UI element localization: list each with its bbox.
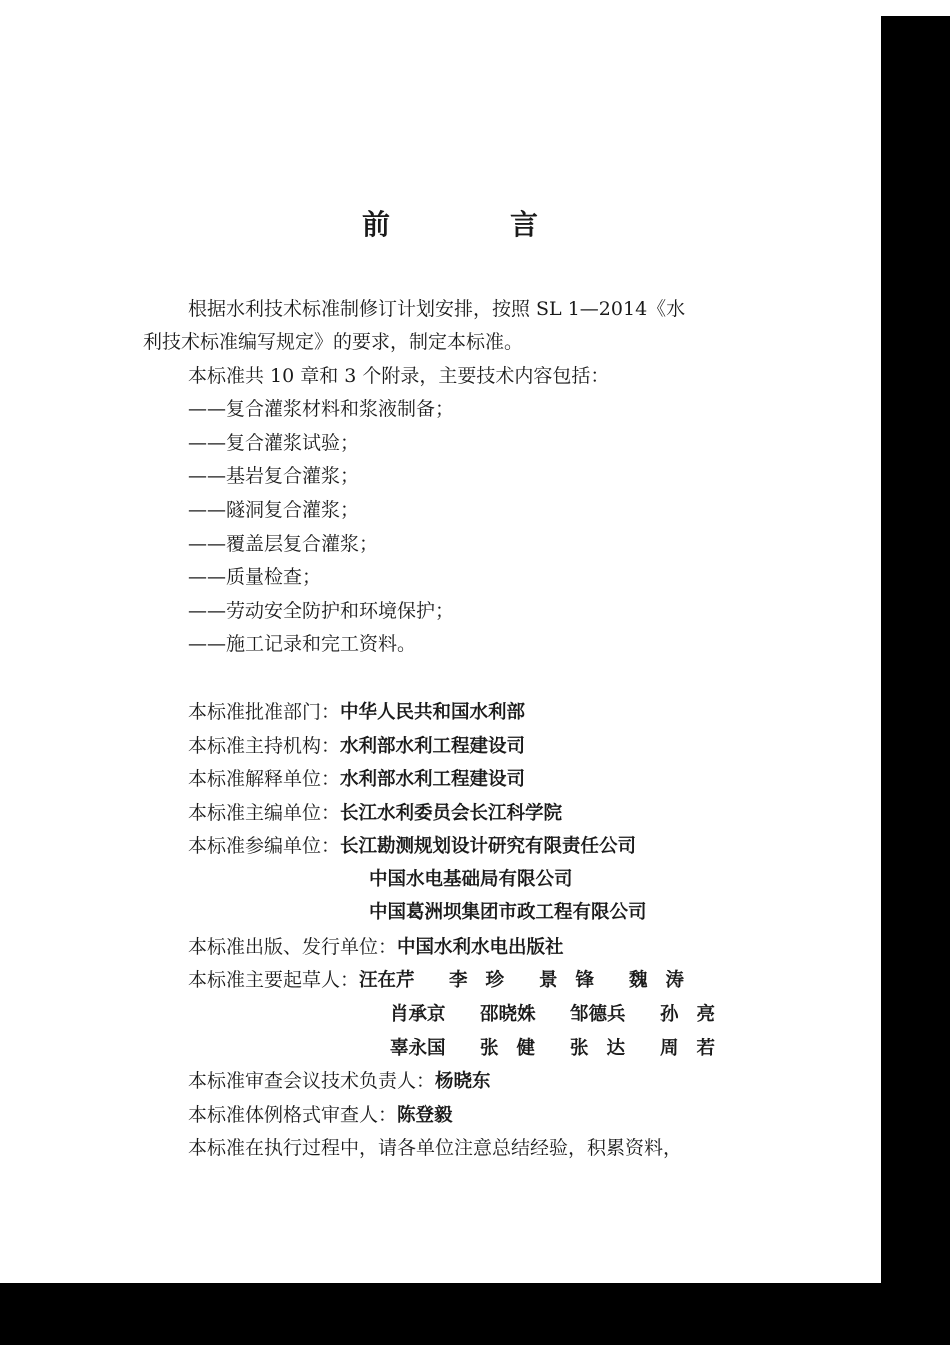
publisher-row (188, 935, 564, 960)
content-item: ——复合灌浆试验； (188, 432, 360, 454)
chief-row (188, 801, 562, 826)
content-item: ——覆盖层复合灌浆； (188, 533, 379, 555)
content-item: ——施工记录和完工资料。 (188, 633, 417, 655)
interpret-label: 本标准解释单位： (188, 768, 341, 790)
co-value: 长江勘测规划设计研究有限责任公司 (340, 836, 637, 857)
drafter-name: 肖承京 (390, 1004, 446, 1025)
format-value: 陈登毅 (397, 1105, 453, 1126)
host-label: 本标准主持机构： (188, 735, 341, 757)
chief-label: 本标准主编单位： (188, 802, 341, 824)
co-label: 本标准参编单位： (188, 835, 341, 857)
publisher-value: 中国水利水电出版社 (397, 937, 564, 958)
interpret-value: 水利部水利工程建设司 (340, 769, 526, 790)
drafter-names (359, 969, 702, 993)
review-label: 本标准审查会议技术负责人： (188, 1070, 436, 1092)
intro-line-1: 根据水利技术标准制修订计划安排，按照 SL 1—2014《水 (188, 298, 686, 320)
drafter-name: 汪在芹 (359, 970, 415, 991)
content-item: ——劳动安全防护和环境保护； (188, 600, 455, 622)
drafter-name: 李珍 (449, 970, 523, 991)
drafters-row (390, 1002, 733, 1027)
drafter-name: 孙亮 (660, 1004, 734, 1025)
content-item: ——基岩复合灌浆； (188, 465, 360, 487)
drafter-name: 景锋 (539, 970, 613, 991)
co-value: 中国水电基础局有限公司 (369, 869, 573, 890)
format-label: 本标准体例格式审查人： (188, 1104, 398, 1126)
drafters-row (390, 1036, 733, 1061)
drafter-name: 周若 (660, 1038, 734, 1059)
content-item: ——隧洞复合灌浆； (188, 499, 360, 521)
intro-line-2: 利技术标准编写规定》的要求，制定本标准。 (143, 331, 524, 353)
publisher-label: 本标准出版、发行单位： (188, 936, 398, 958)
content-item: ——质量检查； (188, 566, 322, 588)
chief-value: 长江水利委员会长江科学院 (340, 803, 563, 824)
drafter-names (390, 1003, 733, 1027)
drafters-label: 本标准主要起草人： (188, 969, 360, 991)
review-value: 杨晓东 (435, 1071, 491, 1092)
co-row (188, 834, 636, 859)
scan-border-bottom (0, 1283, 950, 1345)
host-value: 水利部水利工程建设司 (340, 736, 526, 757)
drafters-row (188, 968, 702, 993)
host-row (188, 734, 525, 759)
interpret-row (188, 767, 525, 792)
drafter-name: 张达 (570, 1038, 644, 1059)
drafter-name: 张健 (480, 1038, 554, 1059)
approve-row (188, 700, 525, 725)
approve-label: 本标准批准部门： (188, 701, 341, 723)
closing-line: 本标准在执行过程中，请各单位注意总结经验，积累资料， (188, 1137, 683, 1159)
format-row (188, 1103, 453, 1128)
content-item: ——复合灌浆材料和浆液制备； (188, 398, 455, 420)
review-row (188, 1069, 491, 1094)
drafter-name: 邵晓姝 (480, 1004, 536, 1025)
intro-line-3: 本标准共 10 章和 3 个附录，主要技术内容包括： (188, 365, 610, 387)
page-title: 前 言 (361, 208, 584, 241)
approve-value: 中华人民共和国水利部 (340, 702, 526, 723)
drafter-name: 邹德兵 (570, 1004, 626, 1025)
co-value: 中国葛洲坝集团市政工程有限公司 (369, 902, 647, 923)
drafter-name: 魏涛 (629, 970, 703, 991)
drafter-names (390, 1037, 733, 1061)
drafter-name: 辜永国 (390, 1038, 446, 1059)
scan-border-right (881, 16, 950, 1345)
